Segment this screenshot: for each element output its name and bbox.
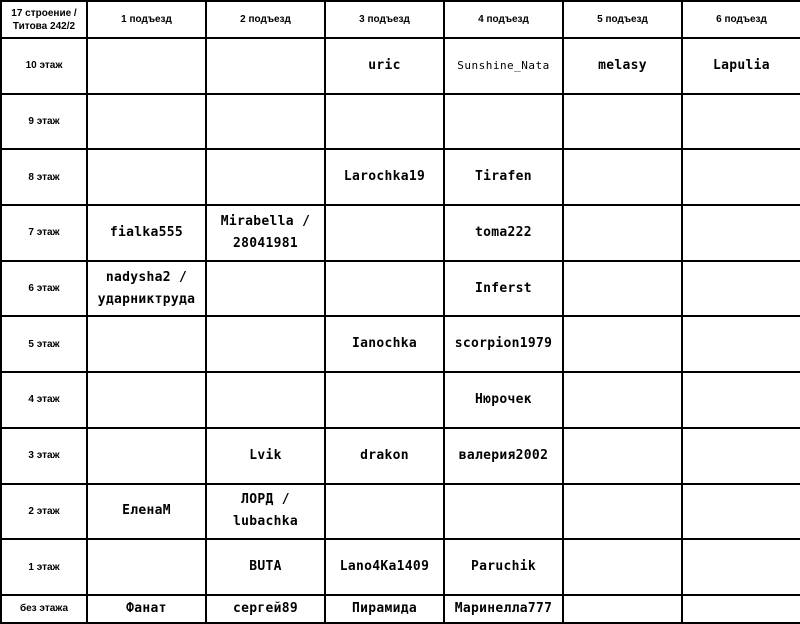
resident-cell xyxy=(206,372,325,428)
resident-cell: Нюрочек xyxy=(444,372,563,428)
floor-row xyxy=(1,149,800,205)
resident-cell xyxy=(87,38,206,94)
entrance-header-6: 6 подъезд xyxy=(682,1,800,38)
resident-cell xyxy=(682,428,800,484)
resident-cell: toma222 xyxy=(444,205,563,261)
floor-label: 3 этаж xyxy=(1,428,87,484)
residents-table-body xyxy=(1,1,800,623)
header-row xyxy=(1,1,800,38)
resident-cell xyxy=(682,595,800,623)
resident-cell xyxy=(682,205,800,261)
resident-cell xyxy=(563,539,682,595)
resident-cell: ЕленаМ xyxy=(87,484,206,540)
resident-cell: Paruchik xyxy=(444,539,563,595)
resident-cell xyxy=(563,428,682,484)
floor-row xyxy=(1,484,800,540)
resident-cell: Tirafen xyxy=(444,149,563,205)
entrance-header-1: 1 подъезд xyxy=(87,1,206,38)
resident-cell xyxy=(325,372,444,428)
resident-cell xyxy=(206,149,325,205)
corner-label: 17 строение / Титова 242/2 xyxy=(1,1,87,38)
resident-cell xyxy=(325,261,444,317)
resident-cell: Lano4Ka1409 xyxy=(325,539,444,595)
resident-cell xyxy=(87,428,206,484)
entrance-header-3: 3 подъезд xyxy=(325,1,444,38)
resident-cell: ЛОРД / lubachka xyxy=(206,484,325,540)
resident-cell: Lvik xyxy=(206,428,325,484)
floor-label: 10 этаж xyxy=(1,38,87,94)
resident-cell xyxy=(87,372,206,428)
resident-cell: scorpion1979 xyxy=(444,316,563,372)
resident-cell: Ianochka xyxy=(325,316,444,372)
entrance-header-4: 4 подъезд xyxy=(444,1,563,38)
floor-label: 6 этаж xyxy=(1,261,87,317)
resident-cell xyxy=(563,595,682,623)
floor-row xyxy=(1,94,800,150)
resident-cell xyxy=(206,316,325,372)
resident-cell xyxy=(563,372,682,428)
resident-cell xyxy=(682,149,800,205)
floor-row xyxy=(1,428,800,484)
floor-label: 1 этаж xyxy=(1,539,87,595)
resident-cell: Фанат xyxy=(87,595,206,623)
resident-cell: Lapulia xyxy=(682,38,800,94)
resident-cell: BUTA xyxy=(206,539,325,595)
entrance-header-5: 5 подъезд xyxy=(563,1,682,38)
resident-cell xyxy=(563,261,682,317)
resident-cell xyxy=(325,94,444,150)
entrance-header-2: 2 подъезд xyxy=(206,1,325,38)
floor-row xyxy=(1,38,800,94)
resident-cell: fialka555 xyxy=(87,205,206,261)
resident-cell xyxy=(563,149,682,205)
resident-cell xyxy=(87,149,206,205)
resident-cell xyxy=(682,261,800,317)
floor-row xyxy=(1,261,800,317)
resident-cell xyxy=(444,484,563,540)
floor-label: 9 этаж xyxy=(1,94,87,150)
resident-cell: сергей89 xyxy=(206,595,325,623)
resident-cell xyxy=(682,316,800,372)
resident-cell xyxy=(563,94,682,150)
resident-cell: drakon xyxy=(325,428,444,484)
resident-cell xyxy=(563,484,682,540)
resident-cell xyxy=(206,38,325,94)
floor-label: 8 этаж xyxy=(1,149,87,205)
resident-cell xyxy=(682,539,800,595)
resident-cell xyxy=(563,205,682,261)
resident-cell: nadysha2 / ударниктруда xyxy=(87,261,206,317)
floor-label: без этажа xyxy=(1,595,87,623)
resident-cell: Inferst xyxy=(444,261,563,317)
resident-cell xyxy=(87,94,206,150)
floor-label: 2 этаж xyxy=(1,484,87,540)
floor-row xyxy=(1,316,800,372)
resident-cell: Пирамида xyxy=(325,595,444,623)
resident-cell xyxy=(682,484,800,540)
resident-cell xyxy=(206,94,325,150)
floor-row xyxy=(1,595,800,623)
resident-cell xyxy=(325,484,444,540)
floor-row xyxy=(1,539,800,595)
resident-cell xyxy=(682,94,800,150)
resident-cell: melasy xyxy=(563,38,682,94)
resident-cell: Larochka19 xyxy=(325,149,444,205)
resident-cell: валерия2002 xyxy=(444,428,563,484)
resident-cell xyxy=(87,539,206,595)
resident-cell xyxy=(325,205,444,261)
resident-cell xyxy=(87,316,206,372)
resident-cell: Mirabella / 28041981 xyxy=(206,205,325,261)
resident-cell xyxy=(444,94,563,150)
floor-row xyxy=(1,205,800,261)
resident-cell: uric xyxy=(325,38,444,94)
resident-cell xyxy=(563,316,682,372)
resident-cell: Sunshine_Nata xyxy=(444,38,563,94)
resident-cell: Маринелла777 xyxy=(444,595,563,623)
floor-label: 4 этаж xyxy=(1,372,87,428)
floor-label: 5 этаж xyxy=(1,316,87,372)
resident-cell xyxy=(682,372,800,428)
resident-cell xyxy=(206,261,325,317)
floor-row xyxy=(1,372,800,428)
floor-label: 7 этаж xyxy=(1,205,87,261)
